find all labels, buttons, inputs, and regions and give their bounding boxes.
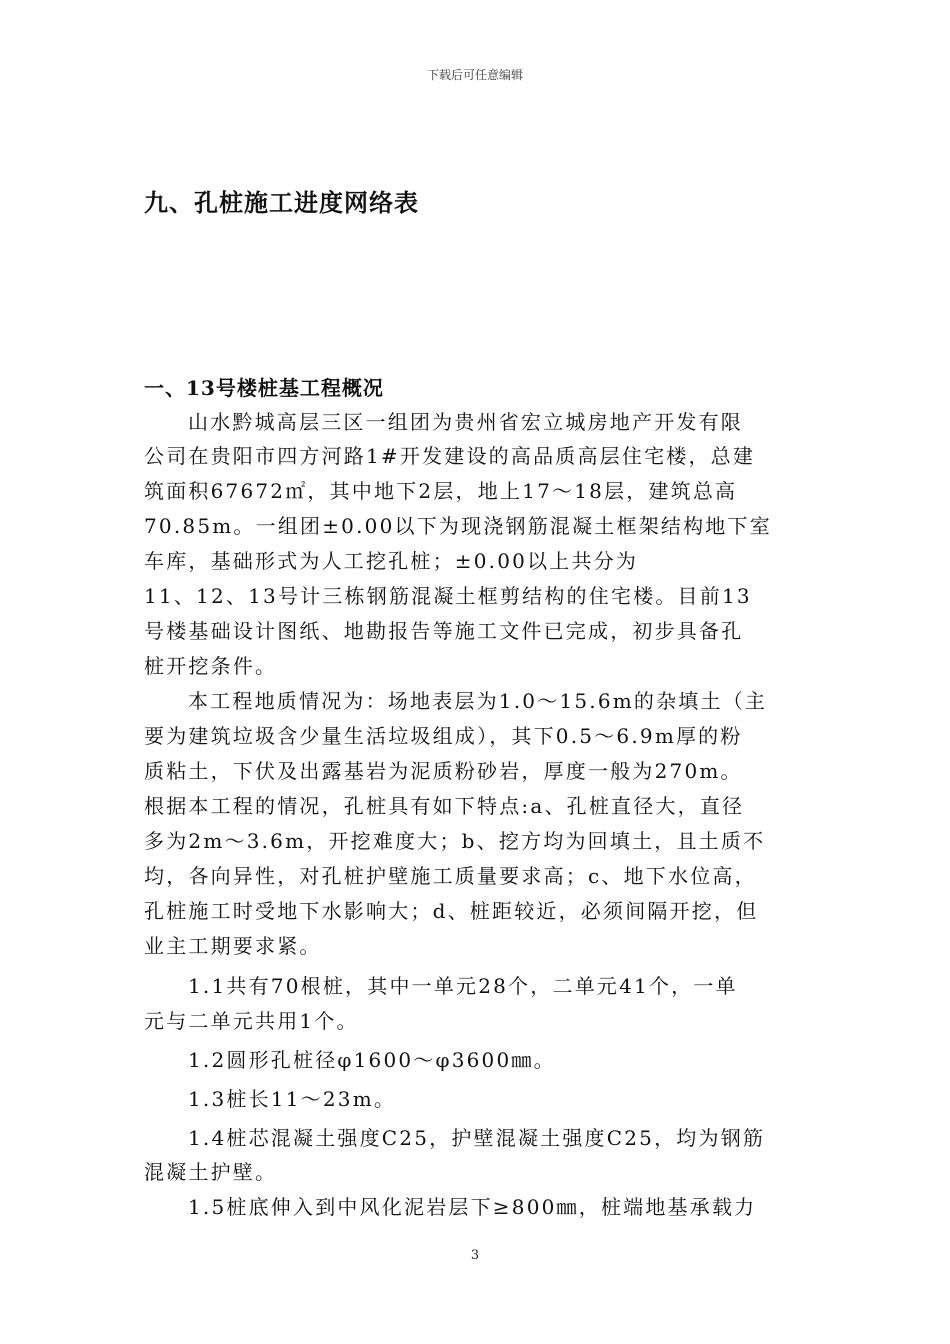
paragraph-line: 70.85m。一组团±0.00以下为现浇钢筋混凝土框架结构地下室 [144, 514, 772, 538]
paragraph-line: 车库，基础形式为人工挖孔桩；±0.00以上共分为 [144, 549, 639, 573]
item-1-1-line: 1.1共有70根桩，其中一单元28个，二单元41个，一单 [188, 974, 738, 998]
item-1-3: 1.3桩长11～23m。 [188, 1087, 397, 1111]
page-number: 3 [470, 1248, 480, 1263]
item-1-5: 1.5桩底伸入到中风化泥岩层下≥800㎜，桩端地基承载力 [188, 1195, 757, 1219]
paragraph-line: 11、12、13号计三栋钢筋混凝土框剪结构的住宅楼。目前13 [144, 584, 752, 608]
item-1-4-line: 混凝土护壁。 [144, 1160, 278, 1184]
paragraph-line: 本工程地质情况为：场地表层为1.0～15.6m的杂填土（主 [188, 689, 768, 713]
item-1-1-line: 元与二单元共用1个。 [144, 1009, 359, 1033]
paragraph-line: 号楼基础设计图纸、地勘报告等施工文件已完成，初步具备孔 [144, 619, 744, 643]
paragraph-line: 山水黔城高层三区一组团为贵州省宏立城房地产开发有限 [188, 410, 743, 434]
item-1-4-line: 1.4桩芯混凝土强度C25，护壁混凝土强度C25，均为钢筋 [188, 1126, 766, 1150]
paragraph-line: 孔桩施工时受地下水影响大；d、桩距较近，必须间隔开挖，但 [144, 899, 759, 923]
paragraph-line: 要为建筑垃圾含少量生活垃圾组成），其下0.5～6.9m厚的粉 [144, 724, 743, 748]
paragraph-line: 均，各向异性，对孔桩护壁施工质量要求高；c、地下水位高， [144, 864, 757, 888]
chapter-title: 九、孔桩施工进度网络表 [144, 188, 419, 217]
section-heading: 一、13号楼桩基工程概况 [144, 376, 384, 400]
paragraph-line: 桩开挖条件。 [144, 654, 278, 678]
item-1-2: 1.2圆形孔桩径φ1600～φ3600㎜。 [188, 1048, 556, 1072]
paragraph-line: 业主工期要求紧。 [144, 934, 322, 958]
paragraph-line: 公司在贵阳市四方河路1#开发建设的高品质高层住宅楼，总建 [144, 444, 756, 468]
page-header: 下载后可任意编辑 [426, 68, 523, 82]
paragraph-line: 多为2m～3.6m，开挖难度大；b、挖方均为回填土，且土质不 [144, 829, 766, 853]
paragraph-line: 质粘土，下伏及出露基岩为泥质粉砂岩，厚度一般为270m。 [144, 759, 743, 783]
paragraph-line: 筑面积67672㎡，其中地下2层，地上17～18层，建筑总高 [144, 479, 738, 503]
paragraph-line: 根据本工程的情况，孔桩具有如下特点:a、孔桩直径大，直径 [144, 794, 745, 818]
